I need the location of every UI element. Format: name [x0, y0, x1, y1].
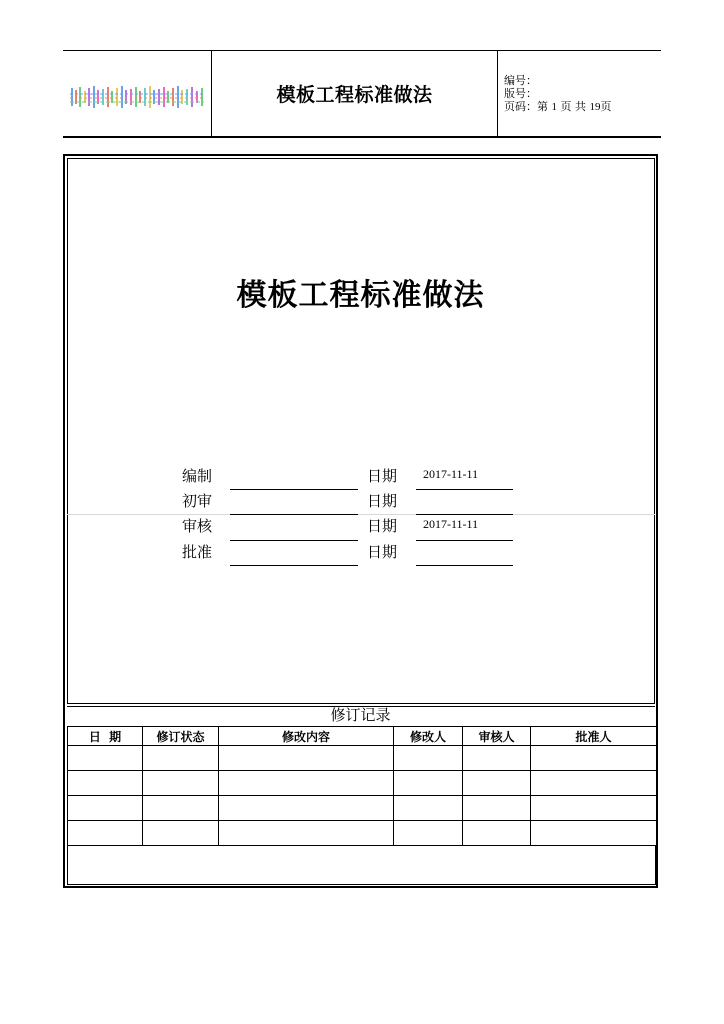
date-line-approve[interactable]	[416, 565, 513, 566]
header-top-rule	[63, 50, 661, 51]
sig-role-approve: 批准	[182, 543, 213, 561]
page-label: 页码：	[504, 100, 537, 113]
sig-line-approve[interactable]	[230, 565, 358, 566]
sig-date-label-review: 日期	[367, 517, 398, 535]
page-of: 页 共	[560, 100, 586, 113]
header-title: 模板工程标准做法	[276, 84, 433, 106]
table-cell[interactable]	[143, 821, 219, 846]
table-cell[interactable]	[219, 796, 394, 821]
table-cell[interactable]	[219, 821, 394, 846]
date-line-preliminary-review[interactable]	[416, 514, 513, 515]
table-cell[interactable]	[219, 746, 394, 771]
date-line-review[interactable]	[416, 540, 513, 541]
table-cell[interactable]	[394, 771, 463, 796]
header-divider-right	[497, 51, 498, 136]
table-cell[interactable]	[143, 746, 219, 771]
sig-date-compile: 2017-11-11	[423, 467, 479, 481]
table-cell[interactable]	[531, 796, 657, 821]
sig-line-review[interactable]	[230, 540, 358, 541]
table-cell[interactable]	[394, 746, 463, 771]
cover-frame-inner	[67, 158, 655, 704]
faint-guide-line	[67, 514, 655, 515]
col-modifier: 修改人	[394, 727, 463, 746]
version-label: 版号：	[504, 87, 537, 100]
page-info	[504, 100, 612, 114]
page-total: 19	[589, 101, 601, 113]
revision-notes-box	[67, 845, 656, 885]
header-meta	[504, 74, 612, 114]
revision-header-row	[68, 727, 657, 746]
col-change-content: 修改内容	[219, 727, 394, 746]
col-revision-status: 修订状态	[143, 727, 219, 746]
cover-title: 模板工程标准做法	[236, 278, 485, 313]
page-text: 第	[537, 100, 548, 113]
table-cell[interactable]	[463, 771, 531, 796]
sig-date-label-compile: 日期	[367, 467, 398, 485]
table-row	[68, 771, 657, 796]
sig-line-compile[interactable]	[230, 489, 358, 490]
table-cell[interactable]	[68, 796, 143, 821]
header-bottom-rule	[63, 136, 661, 138]
col-date: 日 期	[68, 727, 143, 746]
col-reviewer: 审核人	[463, 727, 531, 746]
revision-title: 修订记录	[330, 706, 391, 724]
sig-role-review: 审核	[182, 517, 213, 535]
table-cell[interactable]	[463, 821, 531, 846]
col-approver: 批准人	[531, 727, 657, 746]
table-row	[68, 746, 657, 771]
sig-date-review: 2017-11-11	[423, 517, 479, 531]
page-suffix: 页	[600, 100, 612, 113]
revision-table	[67, 726, 657, 846]
table-row	[68, 796, 657, 821]
sig-role-preliminary-review: 初审	[182, 492, 213, 510]
code-label: 编号：	[504, 74, 537, 87]
sig-date-label-preliminary-review: 日期	[367, 492, 398, 510]
table-cell[interactable]	[68, 821, 143, 846]
table-cell[interactable]	[143, 771, 219, 796]
page-number: 1	[551, 101, 557, 113]
date-line-compile[interactable]	[416, 489, 513, 490]
table-cell[interactable]	[394, 796, 463, 821]
table-cell[interactable]	[394, 821, 463, 846]
table-cell[interactable]	[531, 771, 657, 796]
company-logo	[68, 80, 206, 112]
header-divider-left	[211, 51, 212, 136]
sig-line-preliminary-review[interactable]	[230, 514, 358, 515]
table-cell[interactable]	[531, 746, 657, 771]
table-cell[interactable]	[143, 796, 219, 821]
table-cell[interactable]	[463, 746, 531, 771]
sig-date-label-approve: 日期	[367, 543, 398, 561]
table-cell[interactable]	[68, 771, 143, 796]
table-cell[interactable]	[68, 746, 143, 771]
table-cell[interactable]	[531, 821, 657, 846]
sig-role-compile: 编制	[182, 467, 213, 485]
table-cell[interactable]	[463, 796, 531, 821]
table-row	[68, 821, 657, 846]
table-cell[interactable]	[219, 771, 394, 796]
